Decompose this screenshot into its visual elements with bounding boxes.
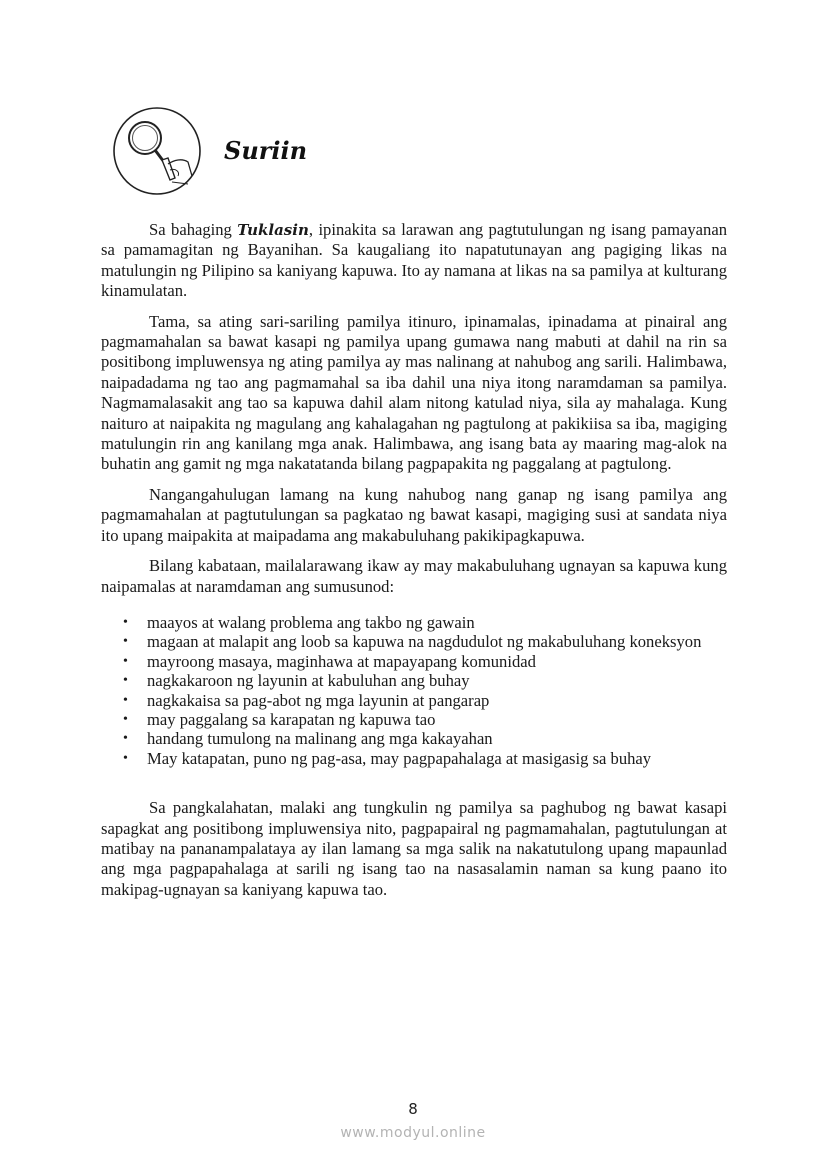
emphasis-tuklasin: Tuklasin — [237, 221, 309, 239]
paragraph-conclusion: Sa pangkalahatan, malaki ang tungkulin ng pamilya sa paghubog ng bawat kasapi sapagkat ang positibong impluwensiya nito, pagpapairal ng pagmamahalan, pagtutulungan at matibay na pananampalataya ay ilan lamang sa mga salik na nakatutulong upang mapaunlad ang mga pagpapahalaga at sarili ng isang tao na nasasalamin naman sa kung paano ito makipag-ugnayan sa kaniyang kapuwa tao. — [101, 798, 727, 899]
list-item: • magaan at malapit ang loob sa kapuwa na nagdudulot ng makabuluhang koneksyon — [123, 632, 727, 652]
page-number: 8 — [408, 1100, 418, 1118]
paragraph-intro — [101, 220, 727, 302]
paragraph-youth: Bilang kabataan, mailalarawang ikaw ay may makabuluhang ugnayan sa kapuwa kung naipamalas at naramdaman ang sumusunod: — [101, 556, 727, 596]
watermark: www.modyul.online — [340, 1125, 486, 1141]
paragraph-text: , ipinakita sa larawan ang pagtutulungan ng isang pamayanan sa pamamagitan ng Bayanihan. Sa kaugaliang ito napatutunayan ang pagiging likas na matulungin ng Pilipino sa kaniyang kapuwa. Ito ay namana at likas na sa pamilya at kulturang kinamulatan. — [101, 220, 727, 301]
list-item: • handang tumulong na malinang ang mga kakayahan — [123, 729, 727, 749]
bullet-list — [101, 613, 727, 769]
list-item: • maayos at walang problema ang takbo ng gawain — [123, 613, 727, 633]
section-header — [112, 106, 512, 198]
list-item: • nagkakaroon ng layunin at kabuluhan ang buhay — [123, 671, 727, 691]
list-item: • May katapatan, puno ng pag-asa, may pagpapahalaga at masigasig sa buhay — [123, 749, 727, 769]
section-title: Suriin — [224, 136, 308, 165]
paragraph-family-values: Tama, sa ating sari-sariling pamilya itinuro, ipinamalas, ipinadama at pinairal ang pagmamahalan sa bawat kasapi ng pamilya upang gumawa nang mabuti at dahil na rin sa positibong impluwensya ng ating pamilya ay mas nalinang at nahubog ang sarili. Halimbawa, naipadadama ng tao ang pagmamahal sa iba dahil una niya itong naramdaman sa pamilya. Nagmamalasakit ang tao sa kapuwa dahil alam nitong katulad niya, sila ay mahalaga. Kung naituro at naipakita ng magulang ang kahalagahan ng pagtulong at pakikiisa sa iba, magiging matulungin rin ang kanilang mga anak. Halimbawa, ang isang bata ay maaring mag-alok na buhatin ang gamit ng mga nakatatanda bilang pagpapakita ng paggalang at pagtulong. — [101, 311, 727, 474]
list-item: • may paggalang sa karapatan ng kapuwa tao — [123, 710, 727, 730]
document-body — [101, 220, 727, 910]
spacer — [101, 768, 727, 798]
paragraph-text: Sa bahaging — [149, 220, 238, 239]
paragraph-meaning: Nangangahulugan lamang na kung nahubog nang ganap ng isang pamilya ang pagmamahalan at pagtutulungan sa pagkatao ng bawat kasapi, magiging susi at sandata niya ito upang maipakita at maipadama ang makabuluhang pakikipagkapuwa. — [101, 484, 727, 545]
list-item: • mayroong masaya, maginhawa at mapayapang komunidad — [123, 652, 727, 672]
list-item: • nagkakaisa sa pag-abot ng mga layunin at pangarap — [123, 691, 727, 711]
magnifying-glass-hand-icon — [112, 106, 202, 196]
